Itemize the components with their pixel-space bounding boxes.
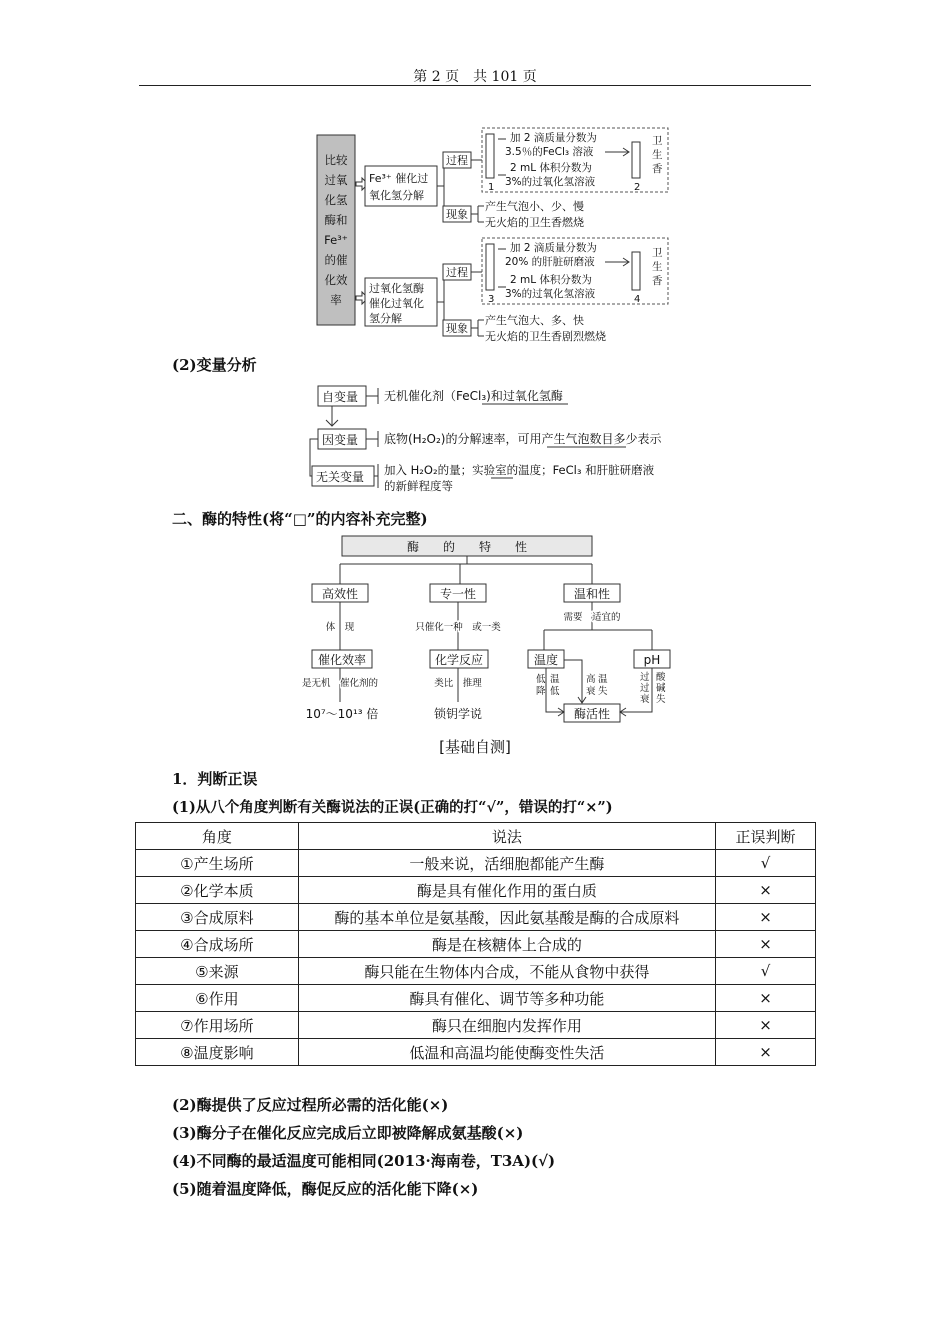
judgement-table: [135, 822, 816, 1066]
svg-text:香: 香: [652, 275, 663, 287]
svg-text:无机催化剂（FeCl₃)和过氧化氢酶: 无机催化剂（FeCl₃)和过氧化氢酶: [384, 389, 563, 403]
svg-text:2: 2: [634, 182, 641, 193]
svg-text:因变量: 因变量: [322, 433, 359, 447]
svg-text:2 mL 体积分数为: 2 mL 体积分数为: [510, 162, 592, 174]
statement-5: (5)随着温度降低，酶促反应的活化能下降(×): [172, 1180, 479, 1198]
svg-text:卫: 卫: [652, 135, 663, 147]
svg-text:化学反应: 化学反应: [434, 653, 484, 667]
svg-text:2 mL 体积分数为: 2 mL 体积分数为: [510, 274, 592, 286]
svg-text:化氢: 化氢: [324, 193, 348, 207]
svg-text:生: 生: [652, 261, 663, 273]
svg-text:1: 1: [488, 182, 495, 193]
table-header-row: [136, 823, 816, 850]
svg-text:酸: 酸: [656, 672, 666, 683]
enzyme-properties-diagram: [300, 534, 680, 726]
svg-text:酶和: 酶和: [324, 213, 348, 227]
svg-text:加入 H₂O₂的量；实验室的温度；FeCl₃ 和肝脏研磨液: 加入 H₂O₂的量；实验室的温度；FeCl₃ 和肝脏研磨液: [384, 463, 655, 477]
table-row: ④合成场所 酶是在核糖体上合成的 ×: [136, 931, 816, 958]
svg-text:产生气泡大、多、快: 产生气泡大、多、快: [485, 314, 584, 327]
svg-text:率: 率: [330, 293, 342, 307]
svg-text:专一性: 专一性: [439, 587, 477, 601]
table-row: ③合成原料 酶的基本单位是氨基酸，因此氨基酸是酶的合成原料 ×: [136, 904, 816, 931]
col-header: 说法: [298, 823, 715, 850]
svg-text:4: 4: [634, 294, 641, 305]
svg-text:只催化一种 或一类: 只催化一种 或一类: [415, 622, 501, 633]
svg-text:香: 香: [652, 163, 663, 175]
svg-text:加 2 滴质量分数为: 加 2 滴质量分数为: [510, 132, 597, 144]
svg-text:卫: 卫: [652, 247, 663, 259]
svg-text:化效: 化效: [324, 273, 348, 287]
svg-text:温度: 温度: [533, 653, 559, 667]
svg-text:底物(H₂O₂)的分解速率，可用产生气泡数目多少表示: 底物(H₂O₂)的分解速率，可用产生气泡数目多少表示: [384, 432, 662, 446]
svg-text:比较: 比较: [324, 153, 348, 167]
svg-text:失: 失: [598, 686, 608, 697]
svg-text:催化效率: 催化效率: [317, 653, 367, 667]
comparison-diagram: [310, 122, 682, 350]
svg-text:降: 降: [536, 686, 546, 697]
sub1-heading: (1)从八个角度判断有关酶说法的正误(正确的打“√”，错误的打“×”): [172, 799, 613, 816]
svg-text:催化过氧化: 催化过氧化: [369, 297, 424, 310]
svg-text:3%的过氧化氢溶液: 3%的过氧化氢溶液: [505, 176, 596, 188]
variable-heading: (2)变量分析: [172, 356, 257, 374]
svg-text:锁钥学说: 锁钥学说: [433, 707, 483, 721]
svg-text:高: 高: [586, 674, 596, 685]
statement-3: (3)酶分子在催化反应完成后立即被降解成氨基酸(×): [172, 1124, 524, 1142]
variable-diagram: [306, 380, 686, 498]
svg-text:无火焰的卫生香燃烧: 无火焰的卫生香燃烧: [485, 216, 584, 229]
svg-text:过氧化氢酶: 过氧化氢酶: [369, 282, 424, 295]
svg-text:温和性: 温和性: [573, 587, 611, 601]
svg-text:pH: pH: [643, 653, 661, 667]
svg-text:3: 3: [488, 294, 495, 305]
svg-text:低: 低: [536, 674, 546, 685]
svg-text:3%的过氧化氢溶液: 3%的过氧化氢溶液: [505, 288, 596, 300]
svg-text:衰: 衰: [586, 686, 596, 697]
svg-text:碱: 碱: [656, 683, 666, 694]
svg-text:氢分解: 氢分解: [369, 312, 402, 325]
svg-text:失: 失: [656, 694, 666, 705]
table-row: ②化学本质 酶是具有催化作用的蛋白质 ×: [136, 877, 816, 904]
svg-text:衰: 衰: [640, 694, 650, 705]
statement-2: (2)酶提供了反应过程所必需的活化能(×): [172, 1096, 449, 1114]
svg-text:无关变量: 无关变量: [316, 470, 365, 484]
svg-text:过程: 过程: [446, 154, 468, 167]
svg-text:无火焰的卫生香剧烈燃烧: 无火焰的卫生香剧烈燃烧: [485, 330, 606, 343]
svg-text:产生气泡小、少、慢: 产生气泡小、少、慢: [485, 200, 584, 213]
svg-text:20% 的肝脏研磨液: 20% 的肝脏研磨液: [505, 256, 595, 268]
table-row: ⑥作用 酶具有催化、调节等多种功能 ×: [136, 985, 816, 1012]
svg-text:高效性: 高效性: [321, 587, 359, 601]
page-header: 第 2 页 共 101 页: [413, 69, 537, 85]
svg-text:现象: 现象: [446, 322, 468, 335]
table-row: ⑦作用场所 酶只在细胞内发挥作用 ×: [136, 1012, 816, 1039]
svg-text:酶活性: 酶活性: [573, 707, 611, 721]
branch1-label-1: Fe³⁺ 催化过: [369, 172, 429, 185]
svg-text:过程: 过程: [446, 266, 468, 279]
table-row: ⑤来源 酶只能在生物体内合成，不能从食物中获得 √: [136, 958, 816, 985]
col-header: 角度: [136, 823, 299, 850]
svg-text:低: 低: [550, 686, 560, 697]
svg-text:3.5％的FeCl₃ 溶液: 3.5％的FeCl₃ 溶液: [505, 146, 594, 158]
branch1-label-2: 氧化氢分解: [369, 189, 424, 202]
svg-text:需要 适宜的: 需要 适宜的: [563, 612, 621, 623]
statement-4: (4)不同酶的最适温度可能相同(2013·海南卷，T3A)(√): [172, 1152, 556, 1170]
svg-text:生: 生: [652, 149, 663, 161]
table-row: ⑧温度影响 低温和高温均能使酶变性失活 ×: [136, 1039, 816, 1066]
col-header: 正误判断: [716, 823, 816, 850]
svg-text:过氧: 过氧: [324, 173, 348, 187]
header-rule: [139, 85, 811, 86]
svg-text:10⁷～10¹³ 倍: 10⁷～10¹³ 倍: [305, 707, 379, 721]
svg-text:类比 推理: 类比 推理: [434, 678, 482, 689]
svg-text:现象: 现象: [446, 208, 468, 221]
item1-heading: 1．判断正误: [172, 770, 258, 788]
table-row: ①产生场所 一般来说，活细胞都能产生酶 √: [136, 850, 816, 877]
svg-text:自变量: 自变量: [322, 390, 359, 404]
svg-text:的催: 的催: [324, 253, 348, 267]
svg-text:过: 过: [640, 672, 650, 683]
svg-text:Fe³⁺: Fe³⁺: [324, 233, 348, 247]
svg-text:过: 过: [640, 683, 650, 694]
basic-test-heading: [基础自测]: [439, 738, 511, 756]
svg-text:的新鲜程度等: 的新鲜程度等: [384, 479, 453, 493]
section2-heading: 二、酶的特性(将“□”的内容补充完整): [172, 510, 428, 528]
svg-text:加 2 滴质量分数为: 加 2 滴质量分数为: [510, 242, 597, 254]
svg-text:温: 温: [598, 674, 608, 685]
svg-text:温: 温: [550, 674, 560, 685]
svg-text:是无机 催化剂的: 是无机 催化剂的: [301, 678, 379, 689]
svg-text:酶 的 特 性: 酶 的 特 性: [406, 540, 528, 554]
svg-text:体 现: 体 现: [325, 622, 355, 633]
